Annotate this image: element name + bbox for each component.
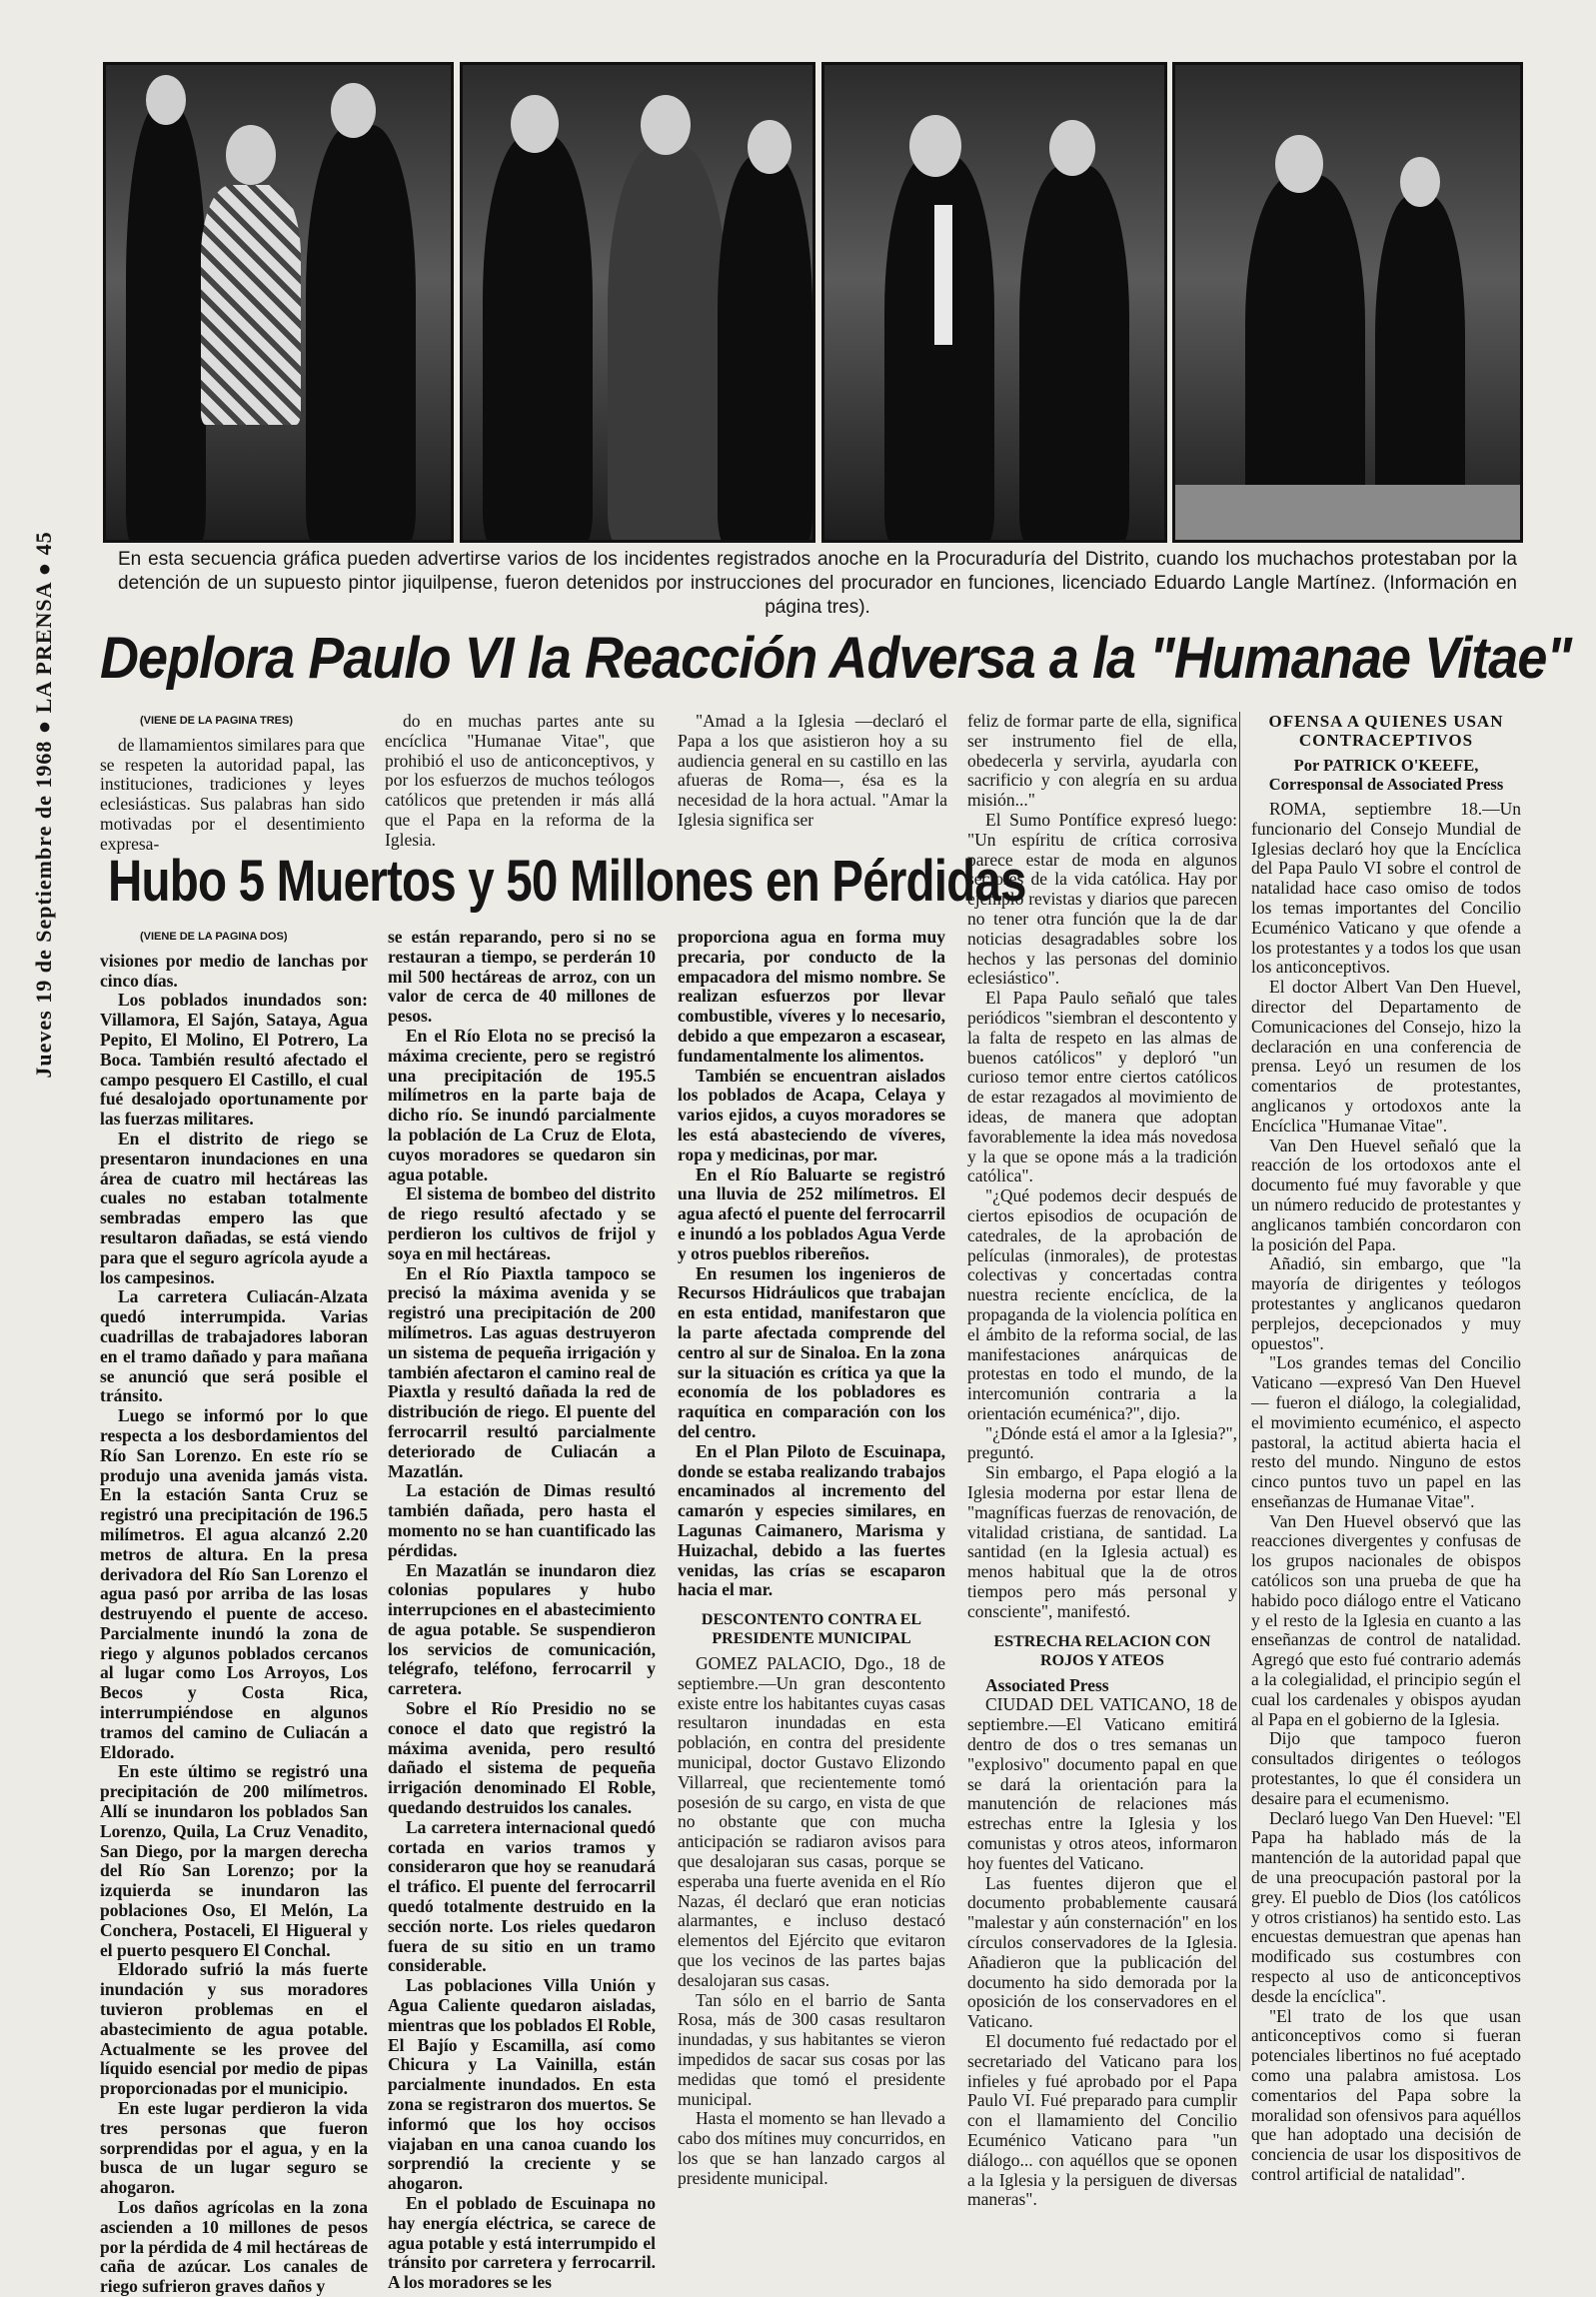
article2-viene: (VIENE DE LA PAGINA DOS) bbox=[140, 931, 288, 943]
paragraph: Sin embargo, el Papa elogió a la Iglesia moderna por estar llena de "magníficas fuerzas de renovación, de vitalidad cristiana, de santidad. La santidad (en la Iglesia actual) es menos habitual que la de otros tiempos pero más personal y consciente", manifestó. bbox=[967, 1462, 1237, 1621]
paragraph: Los daños agrícolas en la zona ascienden a 10 millones de pesos por la pérdida de 4 mil hectáreas de caña de azúcar. Los canales de riego sufrieron graves daños y bbox=[100, 2197, 368, 2297]
paragraph: La carretera Culiacán-Alzata quedó interrumpida. Varias cuadrillas de trabajadores laboran en el tramo dañado y para mañana se anunció que será posible el tránsito. bbox=[100, 1286, 368, 1406]
headline-paulo-vi: Deplora Paulo VI la Reacción Adversa a la "Humanae Vitae" bbox=[100, 626, 1572, 691]
paragraph: Las poblaciones Villa Unión y Agua Caliente quedaron aisladas, mientras que los poblados El Roble, El Bajío y Escamilla, así como Chicura y La Vainilla, están parcialmente inundados. En esta zona se registraron dos muertos. Se informó que los hoy occisos viajaban en una canoa cuando los sorprendió la creciente y se ahogaron. bbox=[388, 1975, 656, 2194]
paragraph: Los poblados inundados son: Villamora, El Sajón, Sataya, Agua Pepito, El Molino, El Potrero, La Boca. También resultó afectado el campo pesquero El Castillo, el cual fué desalojado oportunamente por las fuerzas militares. bbox=[100, 990, 368, 1130]
paragraph: En el distrito de riego se presentaron inundaciones en una área de cuatro mil hectáreas las cuales no estaban totalmente sembradas empero las que resultaron dañadas, se está viendo para que el seguro agrícola ayude a los campesinos. bbox=[100, 1128, 368, 1287]
paragraph: Sobre el Río Presidio no se conoce el dato que registró la máxima avenida, pero resultó dañado el sistema de pequeña irrigación denominado El Roble, quedando destruidos los canales. bbox=[388, 1698, 656, 1818]
paragraph: En resumen los ingenieros de Recursos Hidráulicos que trabajan en esta entidad, manifestaron que la parte afectada comprende del centro al sur de Sinaloa. En la zona sur la situación es crítica ya que la economía de los pobladores es raquítica en comparación con los del centro. bbox=[678, 1262, 945, 1441]
article2-col3 bbox=[678, 928, 945, 2189]
sidebar-dateline: Jueves 19 de Septiembre de 1968 ● LA PRENSA ● 45 bbox=[31, 531, 56, 1079]
article1-viene: (VIENE DE LA PAGINA TRES) bbox=[140, 715, 293, 727]
article2-col2 bbox=[388, 928, 656, 2293]
paragraph: En el Río Baluarte se registró una lluvia de 252 milímetros. El agua afectó el puente del ferrocarril e inundó a los poblados Agua Verde y otros pueblos ribereños. bbox=[678, 1163, 945, 1263]
photo-1 bbox=[103, 62, 454, 543]
paragraph: proporciona agua en forma muy precaria, por conducto de la empacadora del mismo nombre. Se realizan esfuerzos por llevar combustible, víveres y lo necesario, debido a que empezaron a escasear, fundamentalmente los alimentos. bbox=[678, 927, 945, 1066]
paragraph: El sistema de bombeo del distrito de riego resultó afectado y se perdieron los cultivos de frijol y soya en mil hectáreas. bbox=[388, 1183, 656, 1263]
paragraph: Declaró luego Van Den Huevel: "El Papa ha hablado más de la mantención de la autoridad papal que de una preocupación pastoral por la grey. El pueblo de Dios (los católicos y otros cristianos) ha sentido esto. Las encuestas demuestran que apenas han modificado sus costumbres con respecto al uso de anticonceptivos desde la encíclica". bbox=[1251, 1807, 1521, 2006]
paragraph: "Los grandes temas del Concilio Vaticano —expresó Van Den Huevel— fueron el diálogo, la colegialidad, el movimiento ecuménico, el aspecto pastoral, la actitud abierta hacia el resto del mundo. Ninguno de estos cinco puntos tuvo un papel en las enseñanzas de Humanae Vitae". bbox=[1251, 1352, 1521, 1511]
subhead-descontento: DESCONTENTO CONTRA EL PRESIDENTE MUNICIPAL bbox=[701, 1611, 922, 1648]
paragraph: La carretera internacional quedó cortada en varios tramos y consideraron que hoy se reanudará el tráfico. El puente del ferrocarril quedó totalmente destruido en la sección norte. Los rieles quedaron fuera de su sitio en un tramo considerable. bbox=[388, 1816, 656, 1976]
article1-col2-text: do en muchas partes ante su encíclica "Humanae Vitae", que prohibió el uso de anticonceptivos, y por los esfuerzos de muchos teólogos católicos que pretenden ir más allá que el Papa en la reforma de la Iglesia. bbox=[385, 711, 655, 850]
paragraph: "El trato de los que usan anticonceptivos como si fueran potenciales libertinos no fué aceptado como una palabra amistosa. Los comentarios del Papa sobre la moralidad son ofensivos para aquéllos que han adoptado una decisión de conciencia de usar los dispositivos de control artificial de natalidad". bbox=[1251, 2005, 1521, 2184]
paragraph: Van Den Huevel observó que las reacciones divergentes y confusas de los grupos nacionales de obispos católicos son una prueba de que ha habido poco diálogo entre el Vaticano y el resto de la Iglesia en cuanto a las enseñanzas de control de natalidad. Agregó que esto fué contrario además a la colegialidad, el principio según el cual los cardenales y obispos ayudan al Papa en el gobierno de la Iglesia. bbox=[1251, 1510, 1521, 1729]
paragraph: GOMEZ PALACIO, Dgo., 18 de septiembre.—Un gran descontento existe entre los habitantes cuyas casas resultaron inundadas en esta población, en contra del presidente municipal, doctor Gustavo Elizondo Villarreal, que recientemente tomó posesión de su cargo, en vista de que no obstante que con mucha anticipación se radiaron avisos para que desalojaran sus casas, porque se esperaba una fuerte avenida en el Río Nazas, él declaró que eran noticias alarmantes, e incluso destacó elementos del Ejército que evitaron que los vecinos de las partes bajas desalojaran sus casas. bbox=[678, 1653, 945, 1990]
article1-col3 bbox=[678, 712, 947, 831]
column-rule bbox=[1239, 712, 1240, 2071]
article3-byline: Por PATRICK O'KEEFE, bbox=[1293, 756, 1479, 775]
article1-col3-text: "Amad a la Iglesia —declaró el Papa a los que asistieron hoy a su audiencia general en su castillo en las afueras de Roma—, ésa es la necesidad de la hora actual. "Amar la Iglesia significa ser bbox=[678, 711, 947, 830]
paragraph: "¿Qué podemos decir después de ciertos episodios de ocupación de catedrales, de la aprobación de películas (inmorales), de protestas colectivas y concertadas contra nuestra reciente encíclica, de la propaganda de la violencia política en el ámbito de la reforma social, de las manifestaciones anárquicas de protestas en todo el mundo, de la intercomunión contraria a la orientación ecuménica?", dijo. bbox=[967, 1185, 1237, 1423]
paragraph: ROMA, septiembre 18.—Un funcionario del Consejo Mundial de Iglesias declaró hoy que la Encíclica del Papa Paulo VI sobre el control de natalidad hace caso omiso de todos los temas importantes del Concilio Ecuménico Vaticano y que ofende a los protestantes y a todos los que usan los anticonceptivos. bbox=[1251, 799, 1521, 978]
paragraph: En el Río Elota no se precisó la máxima creciente, pero se registró una precipitación de 195.5 milímetros en la parte baja de dicho río. Se inundó parcialmente la población de La Cruz de Elota, cuyos moradores se quedaron sin agua potable. bbox=[388, 1025, 656, 1184]
paragraph: El doctor Albert Van Den Huevel, director del Departamento de Comunicaciones del Consejo, hizo la declaración en una conferencia de prensa. Leyó un resumen de los comentarios de protestantes, anglicanos y ortodoxos ante la Encíclica "Humanae Vitae". bbox=[1251, 977, 1521, 1136]
paragraph: Eldorado sufrió la más fuerte inundación y sus moradores tuvieron problemas en el abastecimiento de agua potable. Actualmente se les provee del líquido esencial por medio de pipas proporcionadas por el municipio. bbox=[100, 1959, 368, 2099]
paragraph: En este lugar perdieron la vida tres personas que fueron sorprendidas por el agua, y en la busca de un lugar seguro se ahogaron. bbox=[100, 2098, 368, 2198]
paragraph: Luego se informó por lo que respecta a los desbordamientos del Río San Lorenzo. En este río se produjo una avenida jamás vista. En la estación Santa Cruz se registró una precipitación de 196.5 milímetros. El agua alcanzó 2.20 metros de altura. En la presa derivadora del Río San Lorenzo el agua pasó por arriba de las losas destruyendo el puente de acceso. Parcialmente inundó la zona de riego y algunos poblados cercanos al lugar como Los Arroyos, Los Becos y Costa Rica, interrumpiéndose en algunos tramos del camino de Culiacán a Eldorado. bbox=[100, 1405, 368, 1762]
paragraph: Associated Press bbox=[985, 1674, 1109, 1695]
paragraph: Dijo que tampoco fueron consultados dirigentes o teólogos protestantes, lo que él considera un desaire para el ecumenismo. bbox=[1251, 1728, 1521, 1808]
paragraph: En el poblado de Escuinapa no hay energía eléctrica, se carece de agua potable y está interrumpido el tránsito por carretera y ferrocarril. A los moradores se les bbox=[388, 2193, 656, 2293]
photo-3 bbox=[821, 62, 1167, 543]
paragraph: Añadió, sin embargo, que "la mayoría de dirigentes y teólogos protestantes y anglicanos quedaron perplejos, decepcionados y muy opuestos". bbox=[1251, 1253, 1521, 1353]
paragraph: La estación de Dimas resultó también dañada, pero hasta el momento no se han cuantificado las pérdidas. bbox=[388, 1480, 656, 1560]
photo-4 bbox=[1172, 62, 1523, 543]
article1-col4 bbox=[967, 712, 1237, 2210]
article1-col2 bbox=[385, 712, 655, 851]
article1-col1 bbox=[100, 712, 365, 855]
article3-headline: OFENSA A QUIENES USAN CONTRACEPTIVOS bbox=[1268, 712, 1504, 750]
paragraph: Tan sólo en el barrio de Santa Rosa, más de 300 casas resultaron inundadas, y sus habitantes se vieron impedidos de sacar sus cosas por las medidas que tomó el presidente municipal. bbox=[678, 1989, 945, 2109]
paragraph: CIUDAD DEL VATICANO, 18 de septiembre.—El Vaticano emitirá dentro de dos o tres semanas un "explosivo" documento papal en que se dará la orientación para la manutención de relaciones más estrechas entre la Iglesia y los comunistas y otros ateos, informaron hoy fuentes del Vaticano. bbox=[967, 1694, 1237, 1873]
paragraph: Hasta el momento se han llevado a cabo dos mítines muy concurridos, en los que se han lanzado cargos al presidente municipal. bbox=[678, 2108, 945, 2188]
paragraph: visiones por medio de lanchas por cinco días. bbox=[100, 950, 368, 991]
page-sidebar bbox=[22, 70, 66, 1539]
paragraph: "¿Dónde está el amor a la Iglesia?", preguntó. bbox=[967, 1422, 1237, 1463]
paragraph: feliz de formar parte de ella, significa ser instrumento fiel de ella, obedecerla y servirla, ayudarla con sacrificio y con alegría en su ardua misión..." bbox=[967, 711, 1237, 811]
paragraph: El documento fué redactado por el secretariado del Vaticano para los infieles y fué aprobado por el Papa Paulo VI. Fué preparado para cumplir con el llamamiento del Concilio Ecuménico Vaticano para "un diálogo... con aquéllos que se oponen a la Iglesia y la persiguen de diversas maneras". bbox=[967, 2031, 1237, 2210]
paragraph: Las fuentes dijeron que el documento probablemente causará "malestar y aún consternación" en los círculos conservadores de la Iglesia. Añadieron que la publicación del documento ha sido demorada por la oposición de los conservadores en el Vaticano. bbox=[967, 1872, 1237, 2032]
article2-col1 bbox=[100, 928, 368, 2297]
subhead-estrecha-relacion: ESTRECHA RELACION CON ROJOS Y ATEOS bbox=[993, 1632, 1211, 1669]
paragraph: En el Río Piaxtla tampoco se precisó la máxima avenida y se registró una precipitación de 200 milímetros. Las aguas destruyeron un sistema de pequeña irrigación y también afectaron el camino real de Piaxtla y resultó dañada la red de distribución de riego. El puente del ferrocarril resultó parcialmente deteriorado de Culiacán a Mazatlán. bbox=[388, 1262, 656, 1481]
paragraph: Van Den Huevel señaló que la reacción de los ortodoxos ante el documento fué muy favorable y que un número reducido de protestantes y anglicanos también concordaron con la posición del Papa. bbox=[1251, 1135, 1521, 1254]
article1-col1-text: de llamamientos similares para que se respeten la autoridad papal, las instituciones, tradiciones y leyes eclesiásticas. Sus palabras han sido motivadas por el desentimiento expresa- bbox=[100, 734, 365, 854]
paragraph: En Mazatlán se inundaron diez colonias populares y hubo interrupciones en el abastecimiento de agua potable. Se suspendieron los servicios de comunicación, telégrafo, teléfono, ferrocarril y carretera. bbox=[388, 1559, 656, 1699]
photo-2 bbox=[460, 62, 815, 543]
paragraph: se están reparando, pero si no se restauran a tiempo, se perderán 10 mil 500 hectáreas de arroz, con un valor de cerca de 40 millones de pesos. bbox=[388, 927, 656, 1027]
paragraph: El Sumo Pontífice expresó luego: "Un espíritu de crítica corrosiva parece estar de moda en algunos sectores de la vida católica. Hay por ejemplo revistas y diarios que parecen no tener otra función que la de dar noticias desagradables sobre los hechos y las personas del dominio eclesiástico". bbox=[967, 809, 1237, 989]
paragraph: También se encuentran aislados los poblados de Acapa, Celaya y varios ejidos, a cuyos moradores se les está abasteciendo de víveres, ropa y medicinas, por mar. bbox=[678, 1065, 945, 1164]
photo-caption: En esta secuencia gráfica pueden advertirse varios de los incidentes registrados anoche en la Procuraduría del Distrito, cuando los muchachos protestaban por la detención de un supuesto pintor jiquilpense, fueron detenidos por instrucciones del procurador en funciones, licenciado Eduardo Langle Martínez. (Información en página tres). bbox=[118, 549, 1517, 618]
paragraph: En este último se registró una precipitación de 200 milímetros. Allí se inundaron los poblados San Lorenzo, Quila, La Cruz Venadito, San Diego, por la margen derecha del Río San Lorenzo; por la izquierda se inundaron las poblaciones Oso, El Melón, La Conchera, Postaceli, El Higueral y el puerto pesquero El Conchal. bbox=[100, 1761, 368, 1960]
paragraph: En el Plan Piloto de Escuinapa, donde se estaba realizando trabajos encaminados al incremento del camarón y especies similares, en Lagunas Caimanero, Marisma y Huizachal, debido a las fuertes venidas, las crías se escaparon hacia el mar. bbox=[678, 1440, 945, 1600]
article3 bbox=[1251, 712, 1521, 2185]
paragraph: El Papa Paulo señaló que tales periódicos "siembran el descontento y la falta de respeto en las almas de buenos católicos" y deploró "un curioso temor entre ciertos católicos de estar rezagados al movimiento de ideas, de manera que adoptan favorablemente la idea más novedosa y la que se opone más a la tradición católica". bbox=[967, 988, 1237, 1186]
article3-byline-agency: Corresponsal de Associated Press bbox=[1268, 775, 1504, 794]
headline-muertos: Hubo 5 Muertos y 50 Millones en Pérdidas bbox=[108, 849, 1026, 914]
